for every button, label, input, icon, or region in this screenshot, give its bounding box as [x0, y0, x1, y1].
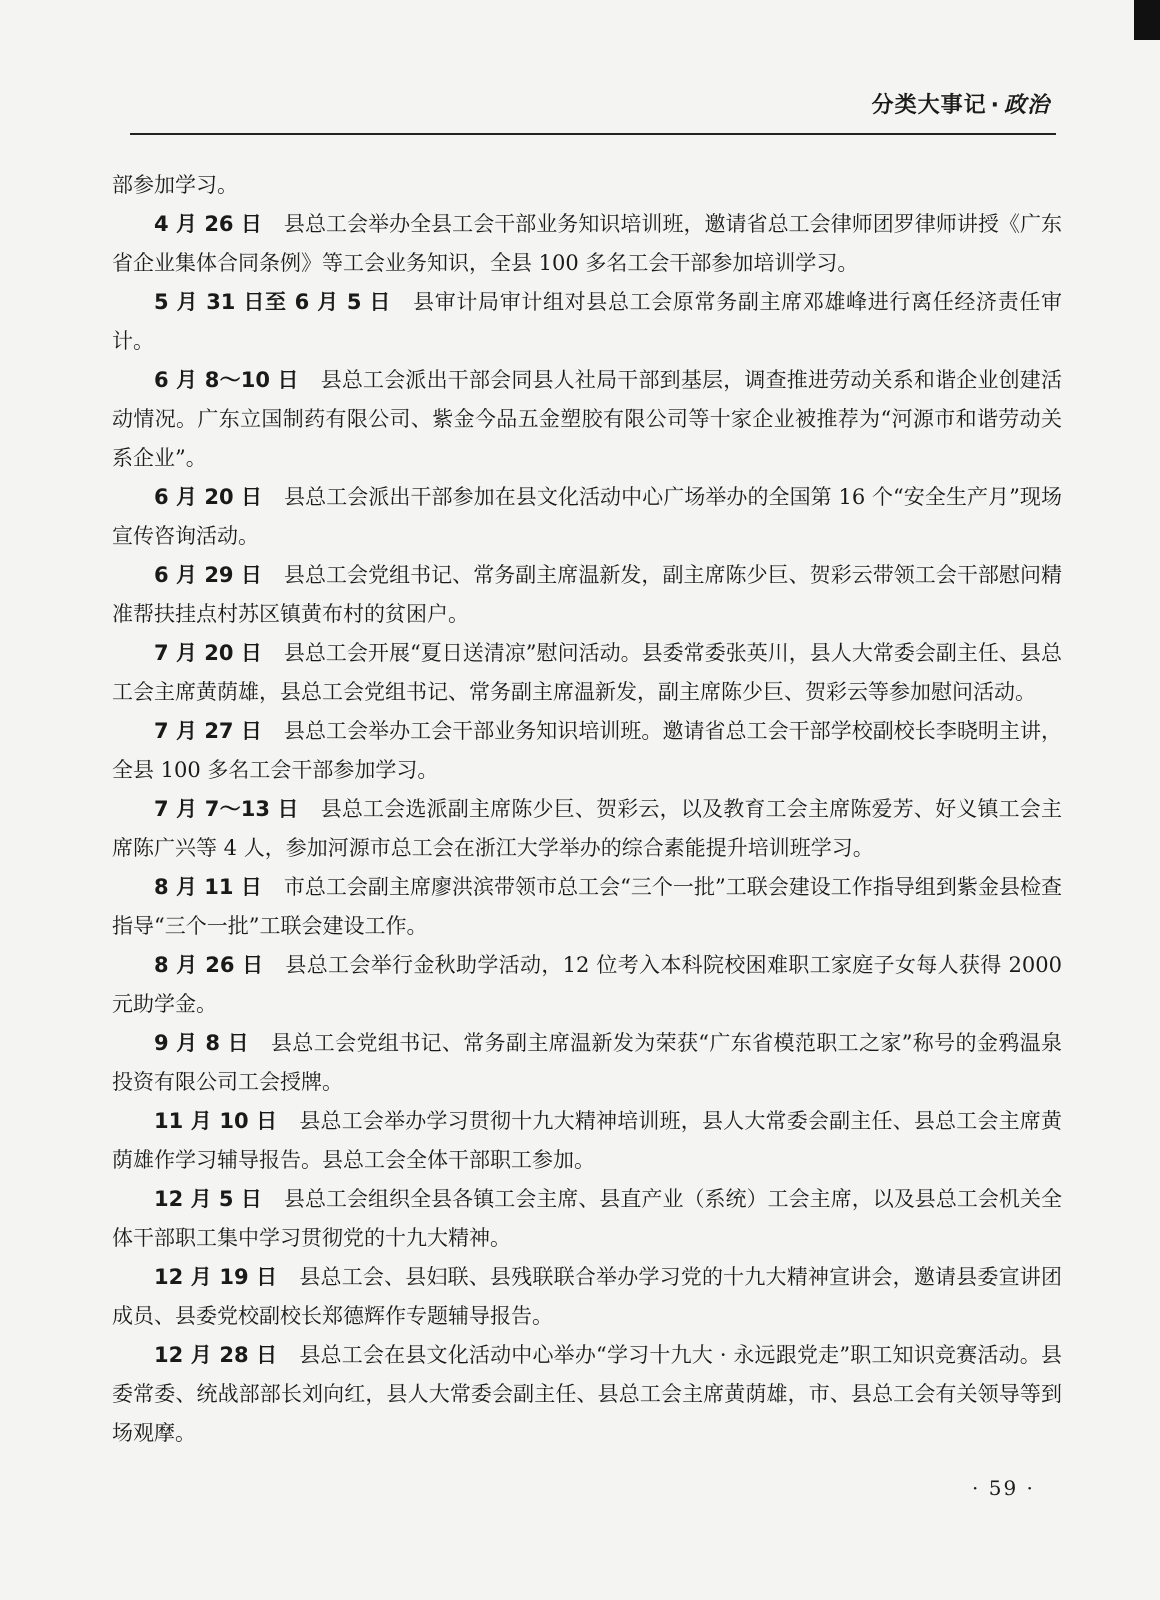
entry-text: 县总工会在县文化活动中心举办“学习十九大 · 永远跟党走”职工知识竞赛活动。县委常委、统战部部长刘向红，县人大常委会副主任、县总工会主席黄荫雄，市、县总工会有关领导等到场观摩。	[112, 1343, 1062, 1445]
running-head-section: 分类大事记	[871, 93, 987, 118]
chronicle-entry	[112, 478, 1062, 556]
entry-date: 9 月 8 日	[154, 1031, 249, 1055]
chronicle-entry	[112, 1102, 1062, 1180]
running-head-separator: ·	[990, 93, 1000, 118]
chronicle-entry	[112, 868, 1062, 946]
entry-text: 县总工会举行金秋助学活动，12 位考入本科院校困难职工家庭子女每人获得 2000 元助学金。	[112, 953, 1062, 1016]
entry-text: 市总工会副主席廖洪滨带领市总工会“三个一批”工联会建设工作指导组到紫金县检查指导“三个一批”工联会建设工作。	[112, 875, 1062, 938]
running-head-topic: 政治	[1003, 93, 1050, 118]
entry-date: 12 月 19 日	[154, 1265, 278, 1289]
chronicle-entry	[112, 1258, 1062, 1336]
entry-list	[112, 205, 1062, 1453]
chronicle-entry	[112, 712, 1062, 790]
entry-text: 县审计局审计组对县总工会原常务副主席邓雄峰进行离任经济责任审计。	[112, 290, 1062, 353]
header-rule	[130, 133, 1056, 135]
chronicle-entry	[112, 205, 1062, 283]
chronicle-entry	[112, 634, 1062, 712]
chronicle-entry	[112, 1024, 1062, 1102]
page-number: · 59 ·	[972, 1476, 1035, 1500]
entry-date: 5 月 31 日至 6 月 5 日	[154, 290, 392, 314]
entry-text: 县总工会举办工会干部业务知识培训班。邀请省总工会干部学校副校长李晓明主讲，全县 100 多名工会干部参加学习。	[112, 719, 1062, 782]
entry-date: 11 月 10 日	[154, 1109, 278, 1133]
entry-date: 6 月 20 日	[154, 485, 263, 509]
entry-text: 县总工会举办全县工会干部业务知识培训班，邀请省总工会律师团罗律师讲授《广东省企业集体合同条例》等工会业务知识，全县 100 多名工会干部参加培训学习。	[112, 212, 1062, 275]
entry-text: 县总工会举办学习贯彻十九大精神培训班，县人大常委会副主任、县总工会主席黄荫雄作学习辅导报告。县总工会全体干部职工参加。	[112, 1109, 1062, 1172]
entry-text: 县总工会派出干部参加在县文化活动中心广场举办的全国第 16 个“安全生产月”现场宣传咨询活动。	[112, 485, 1062, 548]
chronicle-entry	[112, 1180, 1062, 1258]
entry-date: 8 月 26 日	[154, 953, 264, 977]
entry-text: 县总工会派出干部会同县人社局干部到基层，调查推进劳动关系和谐企业创建活动情况。广东立国制药有限公司、紫金今品五金塑胶有限公司等十家企业被推荐为“河源市和谐劳动关系企业”。	[112, 368, 1062, 470]
entry-date: 12 月 28 日	[154, 1343, 278, 1367]
chronicle-entry	[112, 1336, 1062, 1453]
chronicle-entry	[112, 283, 1062, 361]
entry-text: 县总工会开展“夏日送清凉”慰问活动。县委常委张英川，县人大常委会副主任、县总工会主席黄荫雄，县总工会党组书记、常务副主席温新发，副主席陈少巨、贺彩云等参加慰问活动。	[112, 641, 1062, 704]
entry-text: 县总工会选派副主席陈少巨、贺彩云，以及教育工会主席陈爱芳、好义镇工会主席陈广兴等 4 人，参加河源市总工会在浙江大学举办的综合素能提升培训班学习。	[112, 797, 1062, 860]
entry-text: 县总工会党组书记、常务副主席温新发，副主席陈少巨、贺彩云带领工会干部慰问精准帮扶挂点村苏区镇黄布村的贫困户。	[112, 563, 1062, 626]
entry-date: 7 月 7～13 日	[154, 797, 299, 821]
entry-date: 6 月 29 日	[154, 563, 262, 587]
chronicle-entry	[112, 361, 1062, 478]
entry-date: 7 月 20 日	[154, 641, 262, 665]
entry-date: 7 月 27 日	[154, 719, 262, 743]
chronicle-body	[112, 166, 1062, 1453]
entry-date: 6 月 8～10 日	[154, 368, 299, 392]
continuation-text: 部参加学习。	[112, 173, 238, 197]
chronicle-entry	[112, 556, 1062, 634]
entry-text: 县总工会党组书记、常务副主席温新发为荣获“广东省模范职工之家”称号的金鸦温泉投资有限公司工会授牌。	[112, 1031, 1062, 1094]
entry-date: 12 月 5 日	[154, 1187, 262, 1211]
entry-text: 县总工会组织全县各镇工会主席、县直产业（系统）工会主席，以及县总工会机关全体干部职工集中学习贯彻党的十九大精神。	[112, 1187, 1062, 1250]
running-head	[872, 88, 1050, 119]
entry-date: 4 月 26 日	[154, 212, 262, 236]
chronicle-entry	[112, 946, 1062, 1024]
entry-text: 县总工会、县妇联、县残联联合举办学习党的十九大精神宣讲会，邀请县委宣讲团成员、县委党校副校长郑德辉作专题辅导报告。	[112, 1265, 1062, 1328]
chronicle-entry	[112, 790, 1062, 868]
entry-date: 8 月 11 日	[154, 875, 262, 899]
scan-corner-mark	[1134, 0, 1160, 40]
page-header	[130, 88, 1060, 148]
